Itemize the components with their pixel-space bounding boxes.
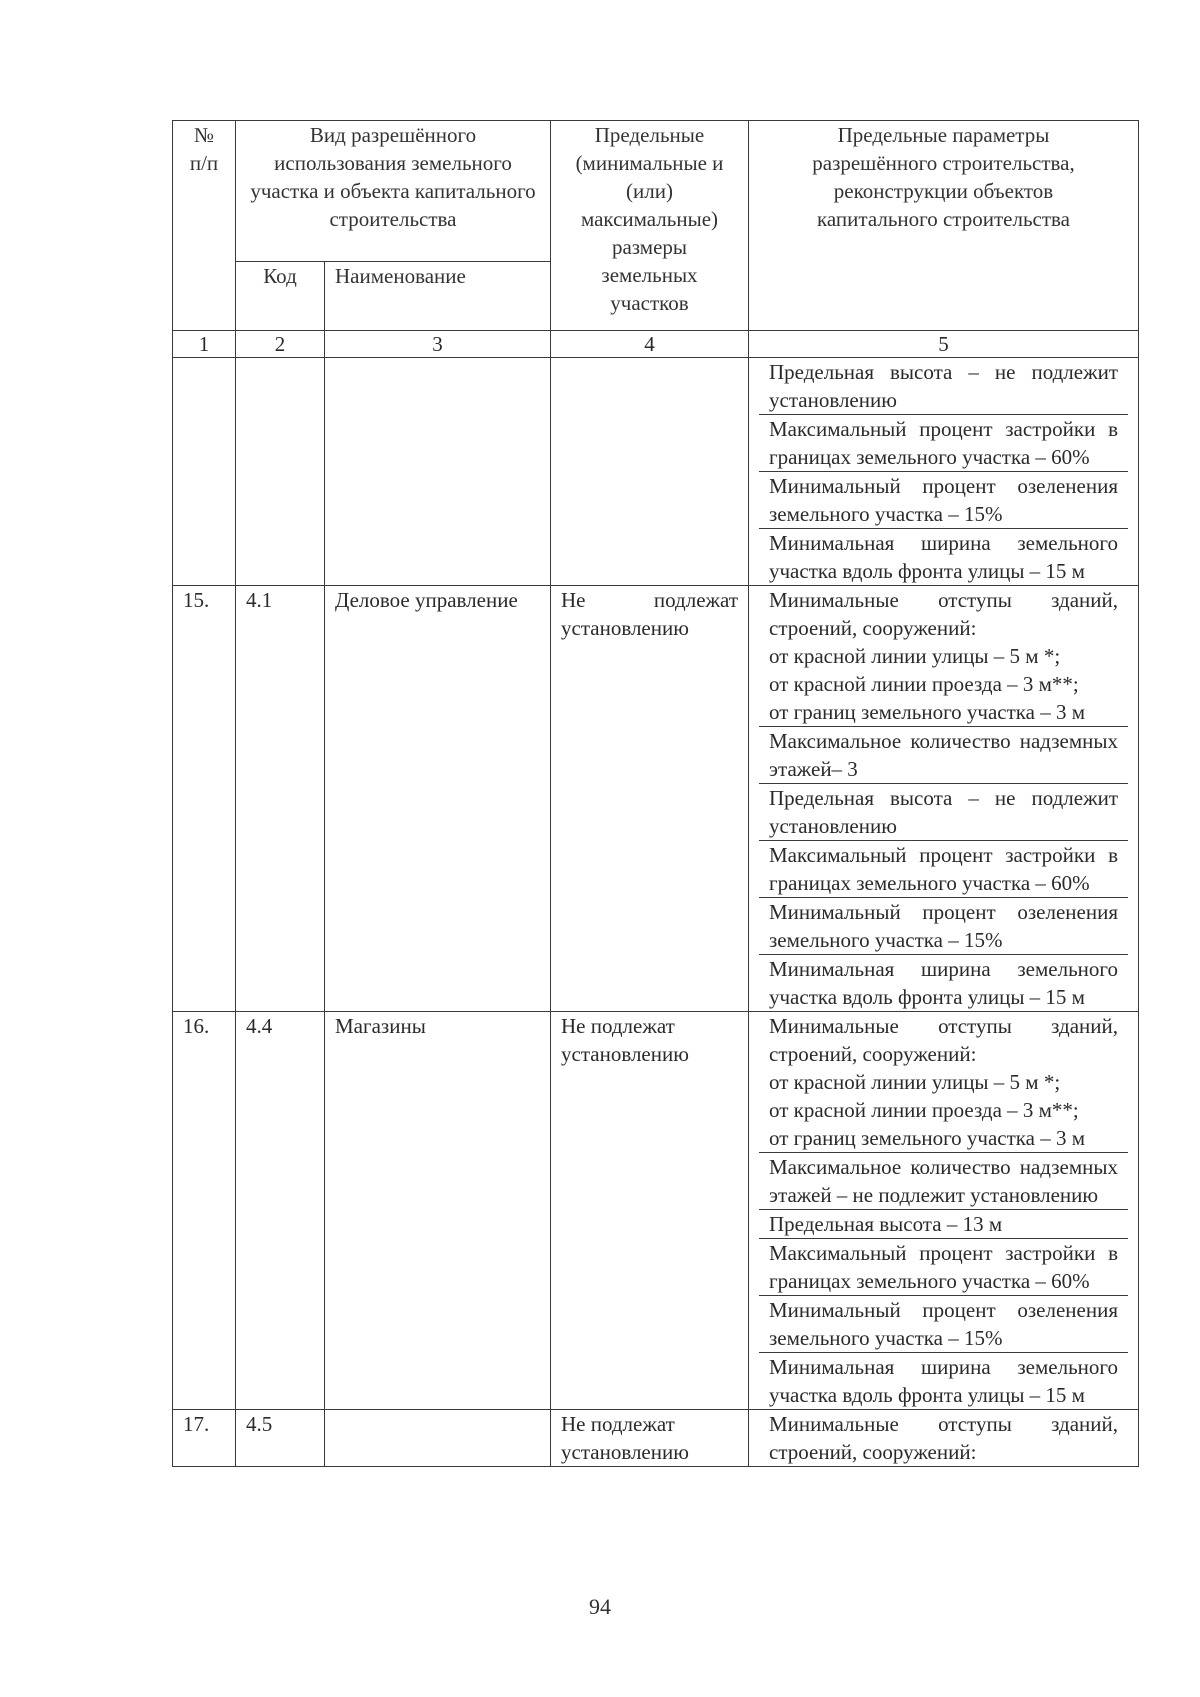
page-number: 94 (589, 1594, 611, 1619)
param-min-width: Минимальная ширина земельного участка вдоль фронта улицы – 15 м (769, 1355, 1118, 1407)
row-params (749, 1410, 1139, 1467)
row-number: 15. (173, 586, 236, 1012)
table-header-row (173, 121, 1139, 262)
param-min-width: Минимальная ширина земельного участка вдоль фронта улицы – 15 м (769, 531, 1118, 583)
param-build-percent: Максимальный процент застройки в границах земельного участка – 60% (759, 1239, 1128, 1296)
param-floors: Максимальное количество надземных этажей – не подлежит установлению (759, 1153, 1128, 1210)
param-height: Предельная высота – не подлежит установлению (759, 358, 1128, 415)
column-number: 5 (749, 331, 1139, 358)
row-name: Магазины (325, 1012, 551, 1410)
param-height: Предельная высота – не подлежит установлению (759, 784, 1128, 841)
table-row (173, 1012, 1139, 1410)
header-construction-params: Предельные параметры разрешённого строительства, реконструкции объектов капитального строительства (749, 121, 1139, 331)
header-name: Наименование (325, 262, 551, 331)
param-build-percent: Максимальный процент застройки в границах земельного участка – 60% (759, 415, 1128, 472)
row-plot-size: Не подлежат установлению (551, 1410, 749, 1467)
setback-plot-border: от границ земельного участка – 3 м (769, 700, 1086, 724)
column-number: 4 (551, 331, 749, 358)
param-build-percent: Максимальный процент застройки в границах земельного участка – 60% (759, 841, 1128, 898)
table-row (173, 358, 1139, 586)
row-number: 16. (173, 1012, 236, 1410)
header-land-use-type: Вид разрешённого использования земельного участка и объекта капитального строительства (236, 121, 551, 262)
table-row (173, 586, 1139, 1012)
setback-street: от красной линии улицы – 5 м *; (769, 644, 1061, 668)
row-params (749, 586, 1139, 1012)
row-code: 4.4 (236, 1012, 325, 1410)
land-use-table (172, 120, 1139, 1467)
row-code (236, 358, 325, 586)
setback-driveway: от красной линии проезда – 3 м**; (769, 672, 1079, 696)
param-floors: Максимальное количество надземных этажей– 3 (759, 727, 1128, 784)
row-code: 4.1 (236, 586, 325, 1012)
setback-plot-border: от границ земельного участка – 3 м (769, 1126, 1086, 1150)
param-min-width: Минимальная ширина земельного участка вдоль фронта улицы – 15 м (769, 957, 1118, 1009)
param-green-percent: Минимальный процент озеленения земельного участка – 15% (759, 1296, 1128, 1353)
row-code: 4.5 (236, 1410, 325, 1467)
row-plot-size: Не подлежат установлению (551, 1012, 749, 1410)
setback-driveway: от красной линии проезда – 3 м**; (769, 1098, 1079, 1122)
row-number (173, 358, 236, 586)
param-height: Предельная высота – 13 м (759, 1210, 1128, 1239)
row-name: Деловое управление (325, 586, 551, 1012)
param-setbacks (759, 1012, 1128, 1153)
setbacks-title: Минимальные отступы зданий, строений, сооружений: (769, 588, 1118, 640)
row-plot-size (551, 358, 749, 586)
row-plot-size: Не подлежат установлению (551, 586, 749, 1012)
header-plot-size: Предельные (минимальные и (или) максимальные) размеры земельных участков (551, 121, 749, 331)
row-number: 17. (173, 1410, 236, 1467)
param-green-percent: Минимальный процент озеленения земельного участка – 15% (759, 898, 1128, 955)
row-params (749, 358, 1139, 586)
column-number: 2 (236, 331, 325, 358)
header-code: Код (236, 262, 325, 331)
column-number: 3 (325, 331, 551, 358)
row-name (325, 1410, 551, 1467)
header-number: № п/п (173, 121, 236, 331)
row-params (749, 1012, 1139, 1410)
row-name (325, 358, 551, 586)
setback-street: от красной линии улицы – 5 м *; (769, 1070, 1061, 1094)
column-number-row (173, 331, 1139, 358)
column-number: 1 (173, 331, 236, 358)
param-green-percent: Минимальный процент озеленения земельного участка – 15% (759, 472, 1128, 529)
param-setbacks-title: Минимальные отступы зданий, строений, сооружений: (769, 1412, 1118, 1464)
param-setbacks (759, 586, 1128, 727)
setbacks-title: Минимальные отступы зданий, строений, сооружений: (769, 1014, 1118, 1066)
table-row (173, 1410, 1139, 1467)
